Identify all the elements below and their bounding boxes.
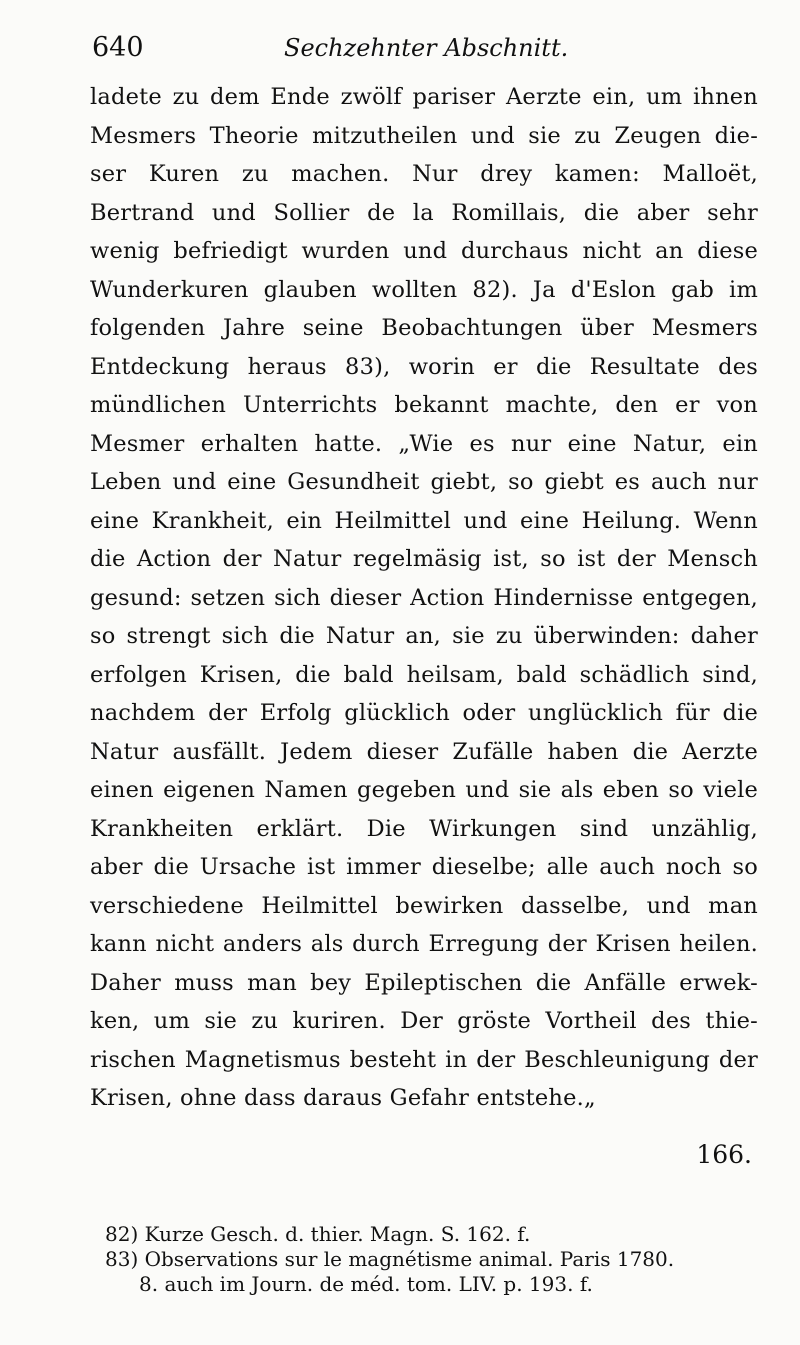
text-line: die Action der Natur regelmäsig ist, so ist der Mensch <box>90 546 758 572</box>
text-line: folgenden Jahre seine Beobachtungen über Mesmers <box>90 315 758 341</box>
text-line: Krankheiten erklärt. Die Wirkungen sind unzählig, <box>90 815 758 842</box>
text-line: eine Krankheit, ein Heilmittel und eine Heilung. Wenn <box>90 507 758 534</box>
text-line: Leben und eine Gesundheit giebt, so giebt es auch nur <box>90 469 758 495</box>
text-line: Daher muss man bey Epileptischen die Anfälle erwek- <box>90 969 758 996</box>
text-line: mündlichen Unterrichts bekannt machte, den er von <box>90 392 758 418</box>
footnotes <box>105 1222 755 1297</box>
text-line: einen eigenen Namen gegeben und sie als eben so viele <box>90 777 758 803</box>
body-text <box>90 78 758 1118</box>
text-line: wenig befriedigt wurden und durchaus nicht an diese <box>90 238 758 264</box>
text-line: Bertrand und Sollier de la Romillais, die aber sehr <box>90 199 758 226</box>
footnote: 82) Kurze Gesch. d. thier. Magn. S. 162. f. <box>105 1222 531 1246</box>
text-line: Mesmer erhalten hatte. „Wie es nur eine Natur, ein <box>90 430 758 457</box>
text-line: kann nicht anders als durch Erregung der Krisen heilen. <box>90 931 758 957</box>
text-line: verschiedene Heilmittel bewirken dasselbe, und man <box>90 892 758 919</box>
text-line: Wunderkuren glauben wollten 82). Ja d'Eslon gab im <box>90 276 758 303</box>
page-number: 640 <box>92 32 144 63</box>
text-line: aber die Ursache ist immer dieselbe; alle auch noch so <box>90 854 758 880</box>
footnote: 83) Observations sur le magnétisme animal. Paris 1780. <box>105 1247 675 1271</box>
text-line: so strengt sich die Natur an, sie zu überwinden: daher <box>90 623 758 649</box>
text-line: gesund: setzen sich dieser Action Hindernisse entgegen, <box>90 584 758 611</box>
text-line: ser Kuren zu machen. Nur drey kamen: Malloët, <box>90 161 758 187</box>
text-line: Entdeckung heraus 83), worin er die Resultate des <box>90 353 758 380</box>
footnote-continuation: 8. auch im Journ. de méd. tom. LIV. p. 193. f. <box>139 1272 593 1296</box>
text-line: nachdem der Erfolg glücklich oder unglücklich für die <box>90 700 758 726</box>
text-line: Krisen, ohne dass daraus Gefahr entstehe.„ <box>90 1085 596 1111</box>
text-line: ladete zu dem Ende zwölf pariser Aerzte ein, um ihnen <box>90 84 758 110</box>
running-title: Sechzehnter Abschnitt. <box>284 34 569 62</box>
page-header <box>92 28 732 68</box>
text-line: Mesmers Theorie mitzutheilen und sie zu Zeugen die- <box>90 122 758 149</box>
text-line: Natur ausfällt. Jedem dieser Zufälle haben die Aerzte <box>90 738 758 765</box>
text-line: ken, um sie zu kuriren. Der gröste Vortheil des thie- <box>90 1008 758 1034</box>
catchword: 166. <box>696 1140 752 1169</box>
text-line: erfolgen Krisen, die bald heilsam, bald schädlich sind, <box>90 661 758 688</box>
text-line: rischen Magnetismus besteht in der Beschleunigung der <box>90 1046 758 1073</box>
